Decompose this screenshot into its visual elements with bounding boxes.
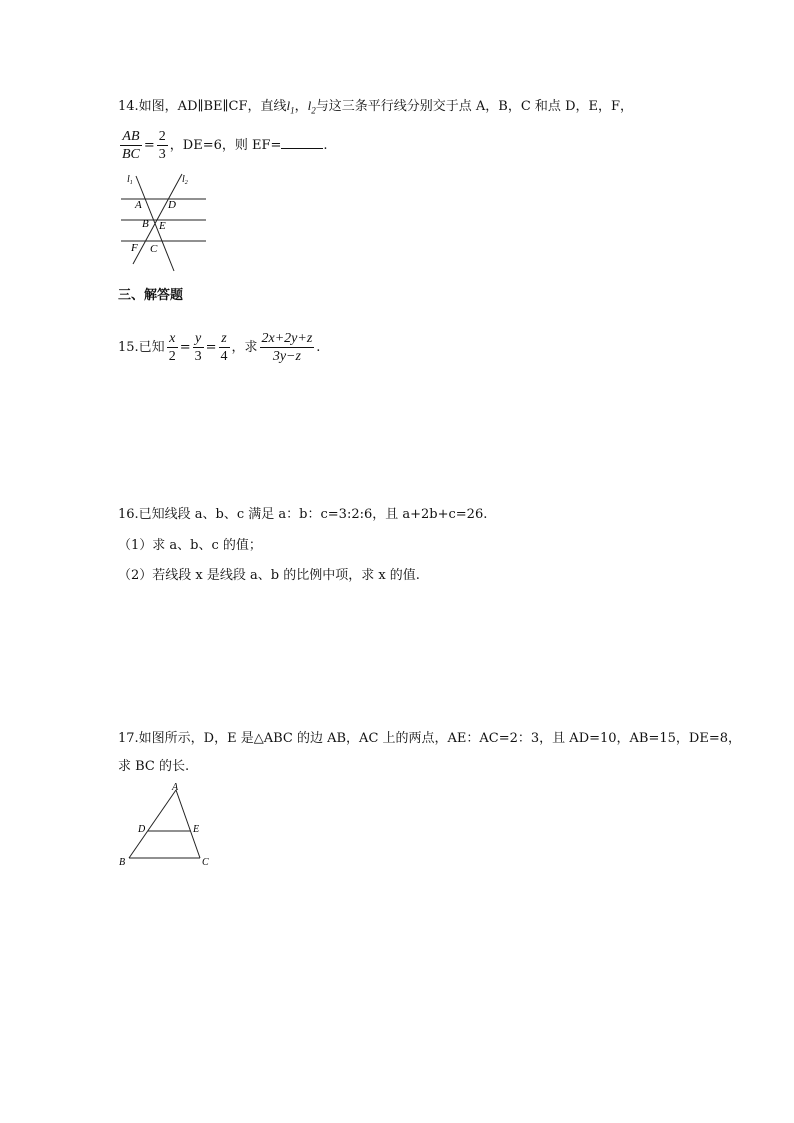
q16-line1: 16.已知线段 a、b、c 满足 a：b：c=3:2:6，且 a+2b+c=26.: [118, 507, 488, 522]
label-b: B: [142, 218, 149, 230]
answer-blank[interactable]: [281, 136, 323, 149]
q14-equals: =: [143, 138, 155, 153]
label-f: F: [131, 242, 138, 254]
q15-line: 15.已知 $\frac{x}{2}$ = $\frac{y}{3}$ = $\frac{z}{4}$ ，求 $\frac{2x+2y+z}{3y-z}$ .: [118, 331, 321, 364]
fraction-two-thirds: $\frac{2}{3}$: [158, 129, 166, 162]
q17-figure: [116, 780, 216, 872]
q15-prefix: 15.已知: [118, 340, 165, 355]
q16-part1: （1）求 a、b、c 的值；: [118, 538, 262, 553]
l2-symbol: $l_2$: [307, 98, 316, 116]
label-b: B: [119, 857, 126, 868]
label-a: A: [135, 199, 142, 211]
label-a: A: [172, 782, 179, 793]
label-d: D: [168, 199, 176, 211]
q14-figure: [118, 170, 213, 275]
label-l1: $l_1$: [127, 174, 133, 186]
label-e: E: [159, 220, 166, 232]
fraction-expression: $\frac{2x+2y+z}{3y-z}$: [261, 331, 313, 364]
label-d: D: [138, 824, 146, 835]
q14-text-c: ，DE=6，则 EF=: [169, 138, 282, 153]
q14-line1: [118, 96, 633, 121]
fraction-ab-bc: $\frac{AB}{BC}$: [122, 129, 140, 162]
q15-end: .: [316, 340, 321, 355]
label-e: E: [193, 824, 200, 835]
q17-line2: 求 BC 的长.: [118, 759, 190, 774]
q14-sep: ，: [294, 99, 308, 114]
fraction-x-2: $\frac{x}{2}$: [168, 331, 176, 364]
label-l2: $l_2$: [182, 174, 188, 186]
q17-line1: 17.如图所示，D，E 是△ABC 的边 AB，AC 上的两点，AE：AC=2：3，且 AD=10，AB=15，DE=8，: [118, 731, 741, 746]
fraction-z-4: $\frac{z}{4}$: [220, 331, 228, 364]
l1-symbol: $l_1$: [286, 98, 295, 116]
triangle-side-ab: [129, 790, 176, 858]
q14-text-b: 与这三条平行线分别交于点 A，B，C 和点 D，E，F，: [315, 99, 633, 114]
q15-mid: ，求: [231, 340, 258, 355]
section-heading: 三、解答题: [118, 288, 184, 303]
q14-line2: [118, 128, 328, 163]
q14-text-a: 14.如图，AD∥BE∥CF，直线: [118, 99, 287, 114]
label-c: C: [150, 243, 158, 255]
q14-end: .: [323, 138, 328, 153]
q16-part2: （2）若线段 x 是线段 a、b 的比例中项，求 x 的值.: [118, 568, 420, 583]
fraction-y-3: $\frac{y}{3}$: [194, 331, 202, 364]
label-c: C: [202, 857, 209, 868]
